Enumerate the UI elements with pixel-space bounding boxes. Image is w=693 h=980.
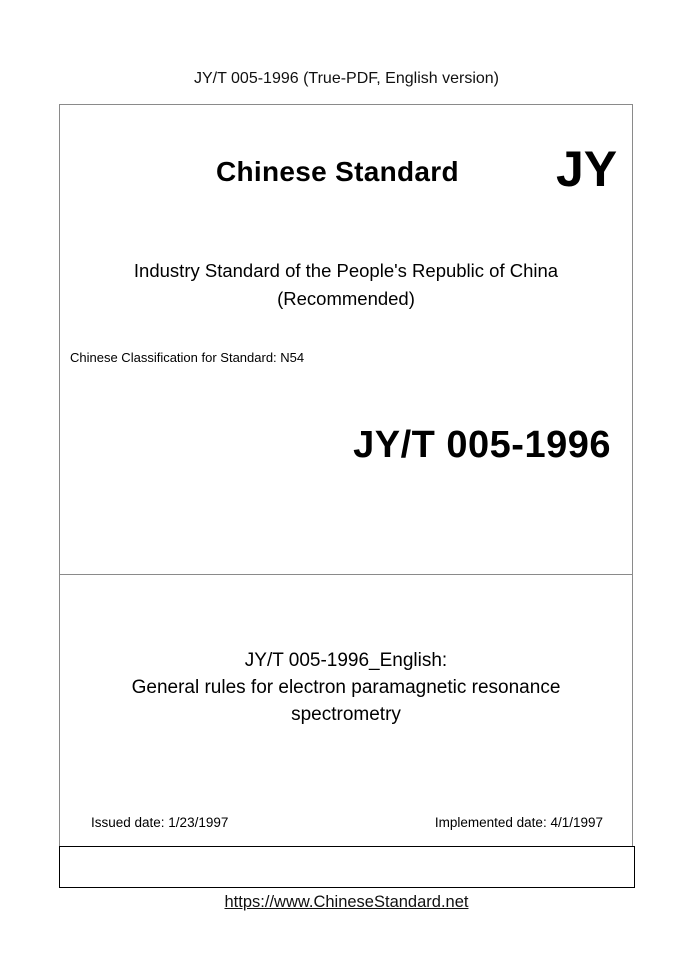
standard-mark: JY xyxy=(556,141,618,197)
cover-subtitle-line2: (Recommended) xyxy=(277,288,415,309)
english-title-line2: General rules for electron paramagnetic resonance xyxy=(131,677,561,698)
section-divider xyxy=(59,574,633,575)
english-title-line3: spectrometry xyxy=(291,704,401,725)
website-footer xyxy=(0,893,693,912)
issued-date: Issued date: 1/23/1997 xyxy=(91,815,229,830)
cover-title: Chinese Standard xyxy=(216,156,459,187)
footer-box xyxy=(59,846,635,888)
cover-frame xyxy=(59,104,633,886)
document-header: JY/T 005-1996 (True-PDF, English version) xyxy=(193,70,499,87)
cover-subtitle-line1: Industry Standard of the People's Republic of China xyxy=(133,260,559,281)
implemented-date: Implemented date: 4/1/1997 xyxy=(434,815,603,830)
classification-text: Chinese Classification for Standard: N54 xyxy=(70,350,305,365)
website-link[interactable]: https://www.ChineseStandard.net xyxy=(224,893,469,911)
english-title-line1: JY/T 005-1996_English: xyxy=(244,650,448,671)
standard-code: JY/T 005-1996 xyxy=(353,424,611,466)
